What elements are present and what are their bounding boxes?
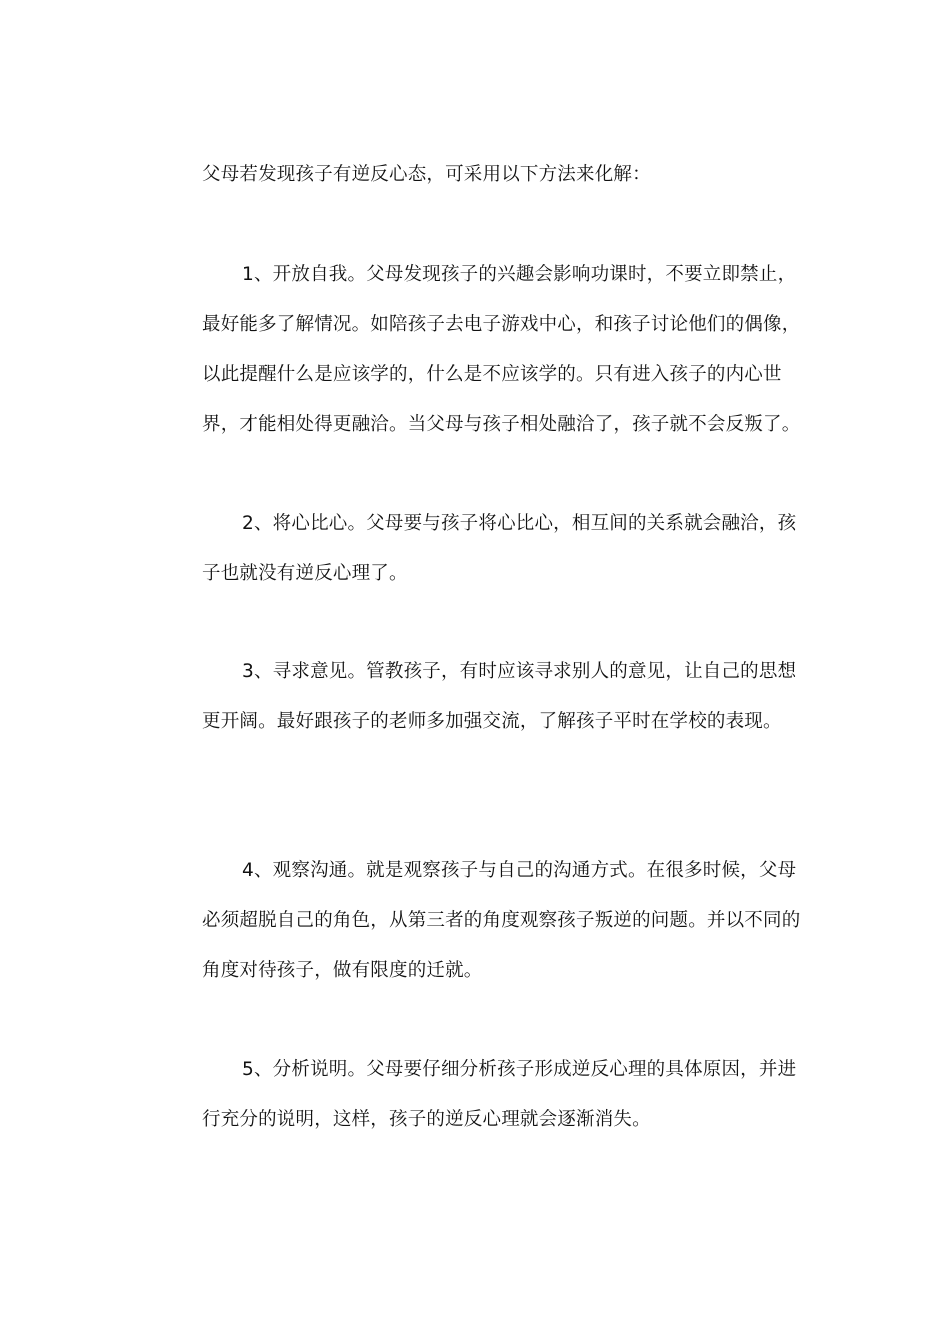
method-paragraph-1: 1、开放自我。父母发现孩子的兴趣会影响功课时，不要立即禁止，最好能多了解情况。如陪孩子去电子游戏中心，和孩子讨论他们的偶像，以此提醒什么是应该学的，什么是不应该学的。只有进入孩子的内心世界，才能相处得更融洽。当父母与孩子相处融洽了，孩子就不会反叛了。 <box>202 264 801 435</box>
method-paragraph-3: 3、寻求意见。管教孩子，有时应该寻求别人的意见，让自己的思想更开阔。最好跟孩子的老师多加强交流，了解孩子平时在学校的表现。 <box>202 661 797 732</box>
method-paragraph-5: 5、分析说明。父母要仔细分析孩子形成逆反心理的具体原因，并进行充分的说明，这样，孩子的逆反心理就会逐渐消失。 <box>202 1059 797 1130</box>
intro-paragraph: 父母若发现孩子有逆反心态，可采用以下方法来化解： <box>202 164 651 185</box>
method-paragraph-2: 2、将心比心。父母要与孩子将心比心，相互间的关系就会融洽，孩子也就没有逆反心理了。 <box>202 513 797 584</box>
method-paragraph-4: 4、观察沟通。就是观察孩子与自己的沟通方式。在很多时候，父母必须超脱自己的角色，从第三者的角度观察孩子叛逆的问题。并以不同的角度对待孩子，做有限度的迁就。 <box>202 860 801 981</box>
